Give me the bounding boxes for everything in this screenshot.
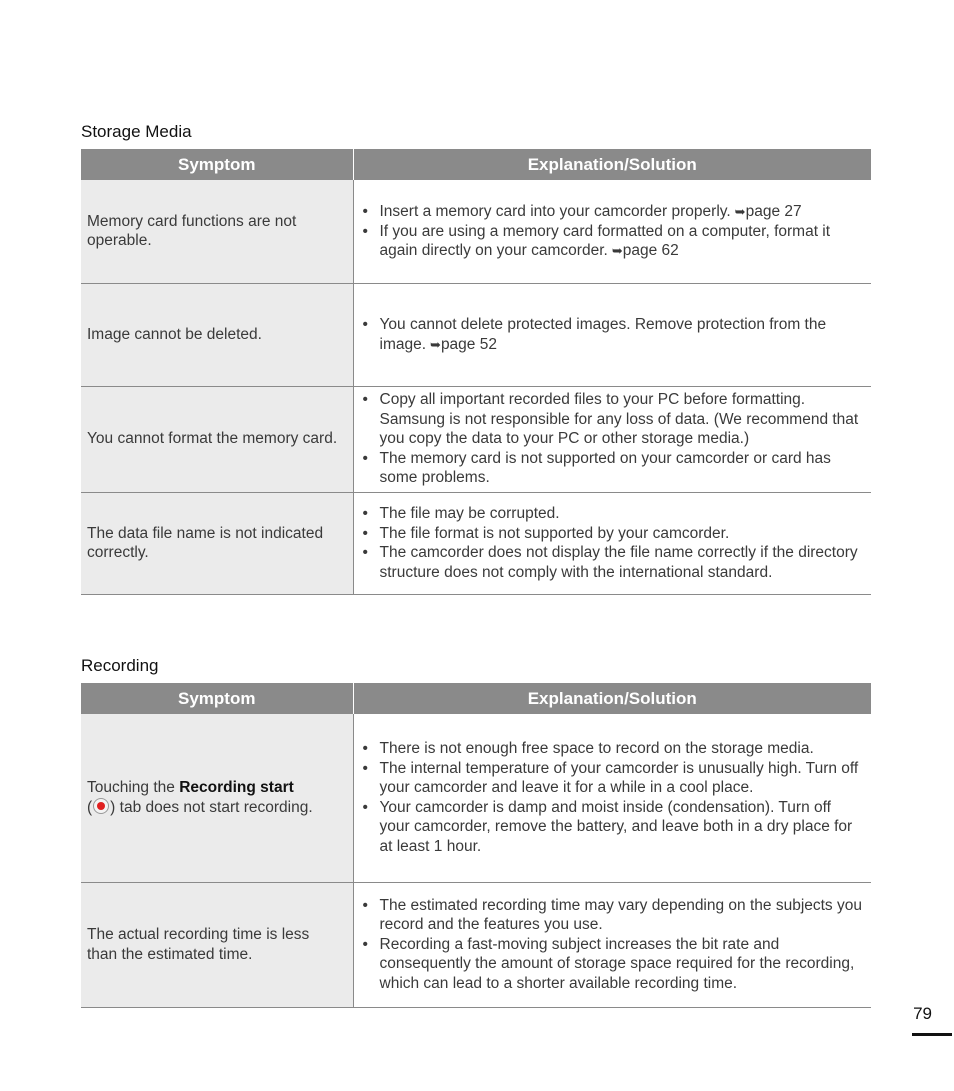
symptom-cell: Image cannot be deleted. bbox=[81, 283, 353, 386]
storage-media-table bbox=[81, 149, 871, 595]
table-row bbox=[81, 882, 871, 1007]
symptom-cell: The data file name is not indicated correctly. bbox=[81, 492, 353, 594]
page-number: 79 bbox=[913, 1004, 932, 1023]
symptom-cell: Touching the Recording start ( ) tab does not start recording. bbox=[81, 714, 353, 882]
list-item: • The memory card is not supported on your camcorder or card has some problems. bbox=[362, 449, 866, 488]
page-arrow-icon: ➥ bbox=[430, 336, 441, 352]
table-header-row bbox=[81, 149, 871, 180]
symptom-cell: You cannot format the memory card. bbox=[81, 386, 353, 492]
table-row bbox=[81, 386, 871, 492]
list-item: • The file format is not supported by your camcorder. bbox=[362, 524, 866, 544]
list-item: • The estimated recording time may vary depending on the subjects you record and the features you use. bbox=[362, 896, 866, 935]
list-item: • Copy all important recorded files to your PC before formatting. Samsung is not responsible for any loss of data. (We recommend that you copy the data to your PC or other storage media.) bbox=[362, 390, 866, 449]
table-row bbox=[81, 492, 871, 594]
symptom-header: Symptom bbox=[81, 149, 353, 180]
recording-start-label: Recording start bbox=[179, 779, 294, 797]
page-reference: page 52 bbox=[440, 335, 497, 353]
list-item: • The internal temperature of your camcorder is unusually high. Turn off your camcorder and leave it for a while in a cool place. bbox=[362, 759, 866, 798]
symptom-cell: Memory card functions are not operable. bbox=[81, 180, 353, 283]
table-header-row bbox=[81, 683, 871, 714]
solution-header: Explanation/Solution bbox=[353, 149, 871, 180]
symptom-cell: The actual recording time is less than the estimated time. bbox=[81, 882, 353, 1007]
page-reference: page 27 bbox=[745, 203, 802, 220]
solution-cell bbox=[353, 714, 871, 882]
page-number-underline bbox=[912, 1033, 952, 1036]
solution-cell bbox=[353, 492, 871, 594]
list-item: • You cannot delete protected images. Remove protection from the image. ➥page 52 bbox=[362, 315, 866, 354]
recording-table bbox=[81, 683, 871, 1008]
list-item: • The camcorder does not display the file name correctly if the directory structure does not comply with the international standard. bbox=[362, 543, 866, 582]
table-row bbox=[81, 180, 871, 283]
solution-cell bbox=[353, 180, 871, 283]
record-icon bbox=[93, 798, 109, 814]
solution-header: Explanation/Solution bbox=[353, 683, 871, 714]
symptom-header: Symptom bbox=[81, 683, 353, 714]
list-item: • If you are using a memory card formatted on a computer, format it again directly on your camcorder. ➥page 62 bbox=[362, 222, 866, 261]
list-item: • There is not enough free space to record on the storage media. bbox=[362, 739, 866, 759]
section-title-storage-media: Storage Media bbox=[81, 122, 192, 141]
solution-cell bbox=[353, 882, 871, 1007]
page-arrow-icon: ➥ bbox=[611, 243, 623, 258]
solution-cell bbox=[353, 386, 871, 492]
list-item: • Recording a fast-moving subject increases the bit rate and consequently the amount of storage space required for the recording, which can lead to a shorter available recording time. bbox=[362, 935, 866, 994]
page-reference: page 62 bbox=[622, 242, 679, 259]
table-row bbox=[81, 714, 871, 882]
list-item: • Insert a memory card into your camcorder properly. ➥page 27 bbox=[362, 202, 866, 222]
page-arrow-icon: ➥ bbox=[734, 204, 746, 219]
list-item: • The file may be corrupted. bbox=[362, 504, 866, 524]
section-title-recording: Recording bbox=[81, 656, 159, 675]
solution-cell bbox=[353, 283, 871, 386]
list-item: • Your camcorder is damp and moist inside (condensation). Turn off your camcorder, remove the battery, and leave both in a dry place for at least 1 hour. bbox=[362, 798, 866, 857]
table-row bbox=[81, 283, 871, 386]
